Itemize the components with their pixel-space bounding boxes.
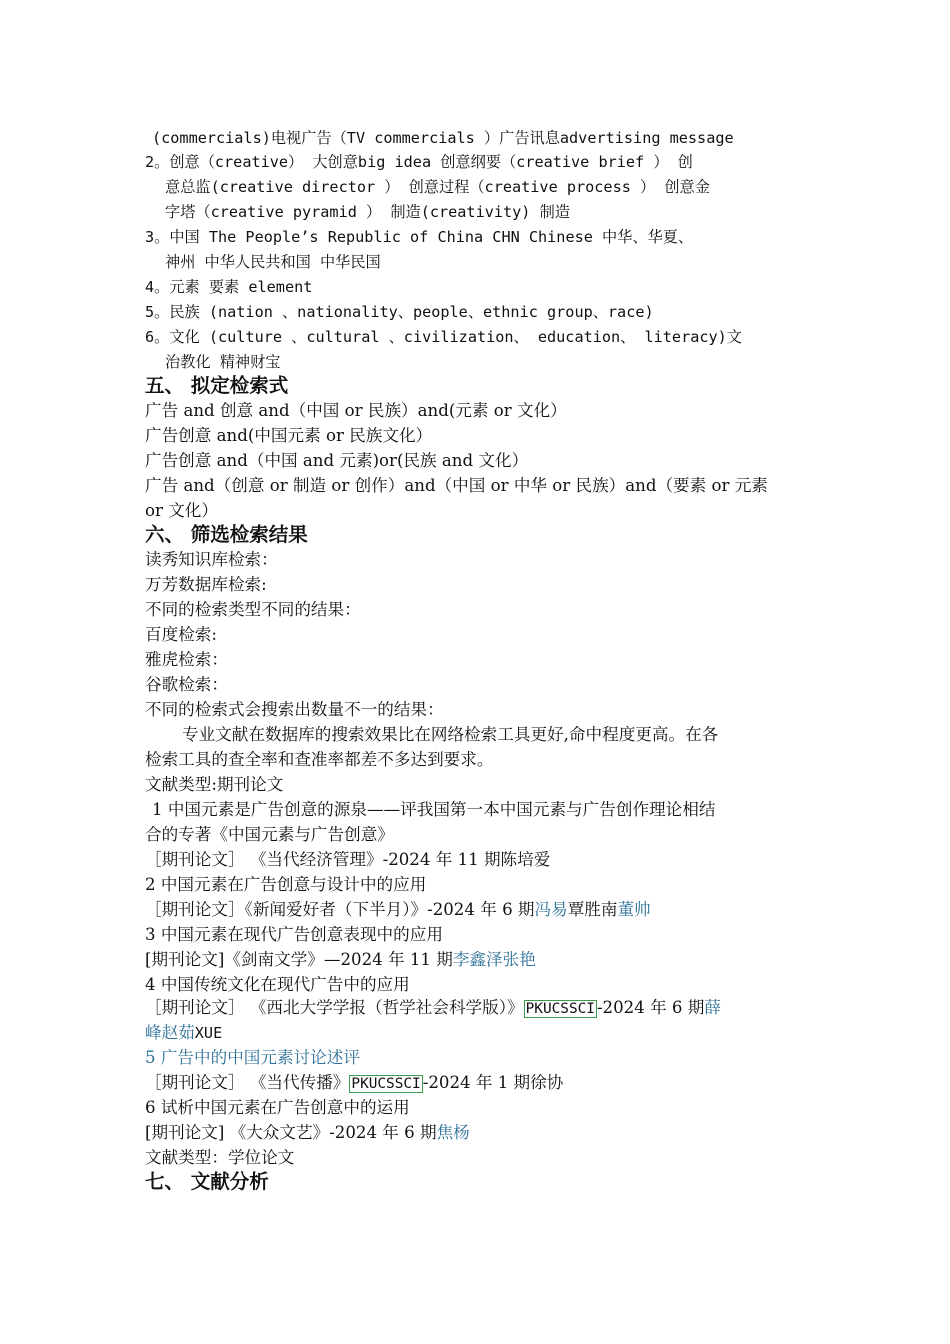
author-link[interactable]: 董帅 — [617, 900, 651, 919]
section-7-heading: 七、 文献分析 — [145, 1170, 269, 1193]
author-link[interactable]: 峰赵茹 — [145, 1023, 195, 1042]
core-journal-badge: PKUCSSCI — [525, 1001, 595, 1017]
result-3-source: [期刊论文]《剑南文学》—2024 年 11 期李鑫泽张艳 — [145, 950, 536, 969]
query-4-line2: or 文化） — [145, 501, 218, 520]
author-link[interactable]: 薛 — [704, 998, 721, 1017]
query-3: 广告创意 and（中国 and 元素)or(民族 and 文化） — [145, 451, 529, 470]
section-6-heading: 六、 筛选检索结果 — [145, 523, 308, 546]
author-link[interactable]: 焦杨 — [436, 1123, 470, 1142]
term-culture-line2: 治教化 精神财宝 — [165, 353, 281, 371]
term-culture-line1: 6。文化 (culture 、cultural 、civilization、 education、 literacy)文 — [145, 328, 742, 346]
result-6-source: [期刊论文] 《大众文艺》-2024 年 6 期焦杨 — [145, 1123, 470, 1142]
core-journal-badge: PKUCSSCI — [351, 1076, 421, 1092]
result-4-author-line: 峰赵茹XUE — [145, 1023, 223, 1042]
term-creative-line2: 意总监(creative director ） 创意过程（creative process ） 创意金 — [165, 178, 710, 196]
term-creative-line1: 2。创意（creative） 大创意big idea 创意纲要（creative brief ） 创 — [145, 153, 693, 171]
analysis-paragraph-line2: 检索工具的查全率和查准率都差不多达到要求。 — [145, 750, 494, 769]
term-creative-line3: 字塔（creative pyramid ） 制造(creativity) 制造 — [165, 203, 570, 221]
result-5-title-link[interactable]: 5 广告中的中国元素讨论述评 — [145, 1048, 360, 1067]
result-1-title-line1: 1 中国元素是广告创意的源泉——评我国第一本中国元素与广告创作理论相结 — [152, 800, 716, 819]
query-1: 广告 and 创意 and（中国 or 民族）and(元素 or 文化） — [145, 401, 567, 420]
author-link[interactable]: 冯易 — [534, 900, 568, 919]
doc-type-journal: 文献类型:期刊论文 — [145, 775, 284, 794]
author-link[interactable]: 李鑫泽张艳 — [452, 950, 536, 969]
term-china-line1: 3。中国 The People’s Republic of China CHN Chinese 中华、华夏、 — [145, 228, 694, 246]
google-search: 谷歌检索： — [145, 675, 228, 694]
duxiu-search: 读秀知识库检索： — [145, 550, 278, 569]
result-2-title: 2 中国元素在广告创意与设计中的应用 — [145, 875, 427, 894]
term-nation: 5。民族 (nation 、nationality、people、ethnic group、race) — [145, 303, 654, 321]
yahoo-search: 雅虎检索： — [145, 650, 228, 669]
search-type-note: 不同的检索类型不同的结果： — [145, 600, 361, 619]
query-4-line1: 广告 and（创意 or 制造 or 创作）and（中国 or 中华 or 民族）and（要素 or 元素 — [145, 476, 768, 495]
term-line-commercials: (commercials)电视广告（TV commercials ）广告讯息advertising message — [152, 129, 734, 147]
wanfang-search: 万芳数据库检索: — [145, 575, 267, 594]
result-3-title: 3 中国元素在现代广告创意表现中的应用 — [145, 925, 443, 944]
term-china-line2: 神州 中华人民共和国 中华民国 — [165, 253, 381, 271]
result-4-source: ［期刊论文］ 《西北大学学报（哲学社会科学版）》 PKUCSSCI -2024 年 6 期薛 — [145, 998, 721, 1017]
term-element: 4。元素 要素 element — [145, 278, 313, 296]
query-2: 广告创意 and(中国元素 or 民族文化） — [145, 426, 433, 445]
result-6-title: 6 试析中国元素在广告创意中的运用 — [145, 1098, 410, 1117]
result-1-source: ［期刊论文］ 《当代经济管理》-2024 年 11 期陈培爱 — [145, 850, 551, 869]
analysis-paragraph-line1: 专业文献在数据库的搜索效果比在网络检索工具更好,命中程度更高。在各 — [182, 725, 719, 744]
doc-type-thesis: 文献类型：学位论文 — [145, 1148, 295, 1167]
section-5-heading: 五、 拟定检索式 — [145, 374, 289, 397]
result-5-source: ［期刊论文］ 《当代传播》 PKUCSSCI -2024 年 1 期徐协 — [145, 1073, 564, 1092]
result-1-title-line2: 合的专著《中国元素与广告创意》 — [145, 825, 394, 844]
query-count-note: 不同的检索式会搜索出数量不一的结果： — [145, 700, 444, 719]
baidu-search: 百度检索: — [145, 625, 217, 644]
result-4-title: 4 中国传统文化在现代广告中的应用 — [145, 975, 410, 994]
result-2-source: ［期刊论文］《新闻爱好者（下半月）》-2024 年 6 期冯易覃胜南董帅 — [145, 900, 651, 919]
